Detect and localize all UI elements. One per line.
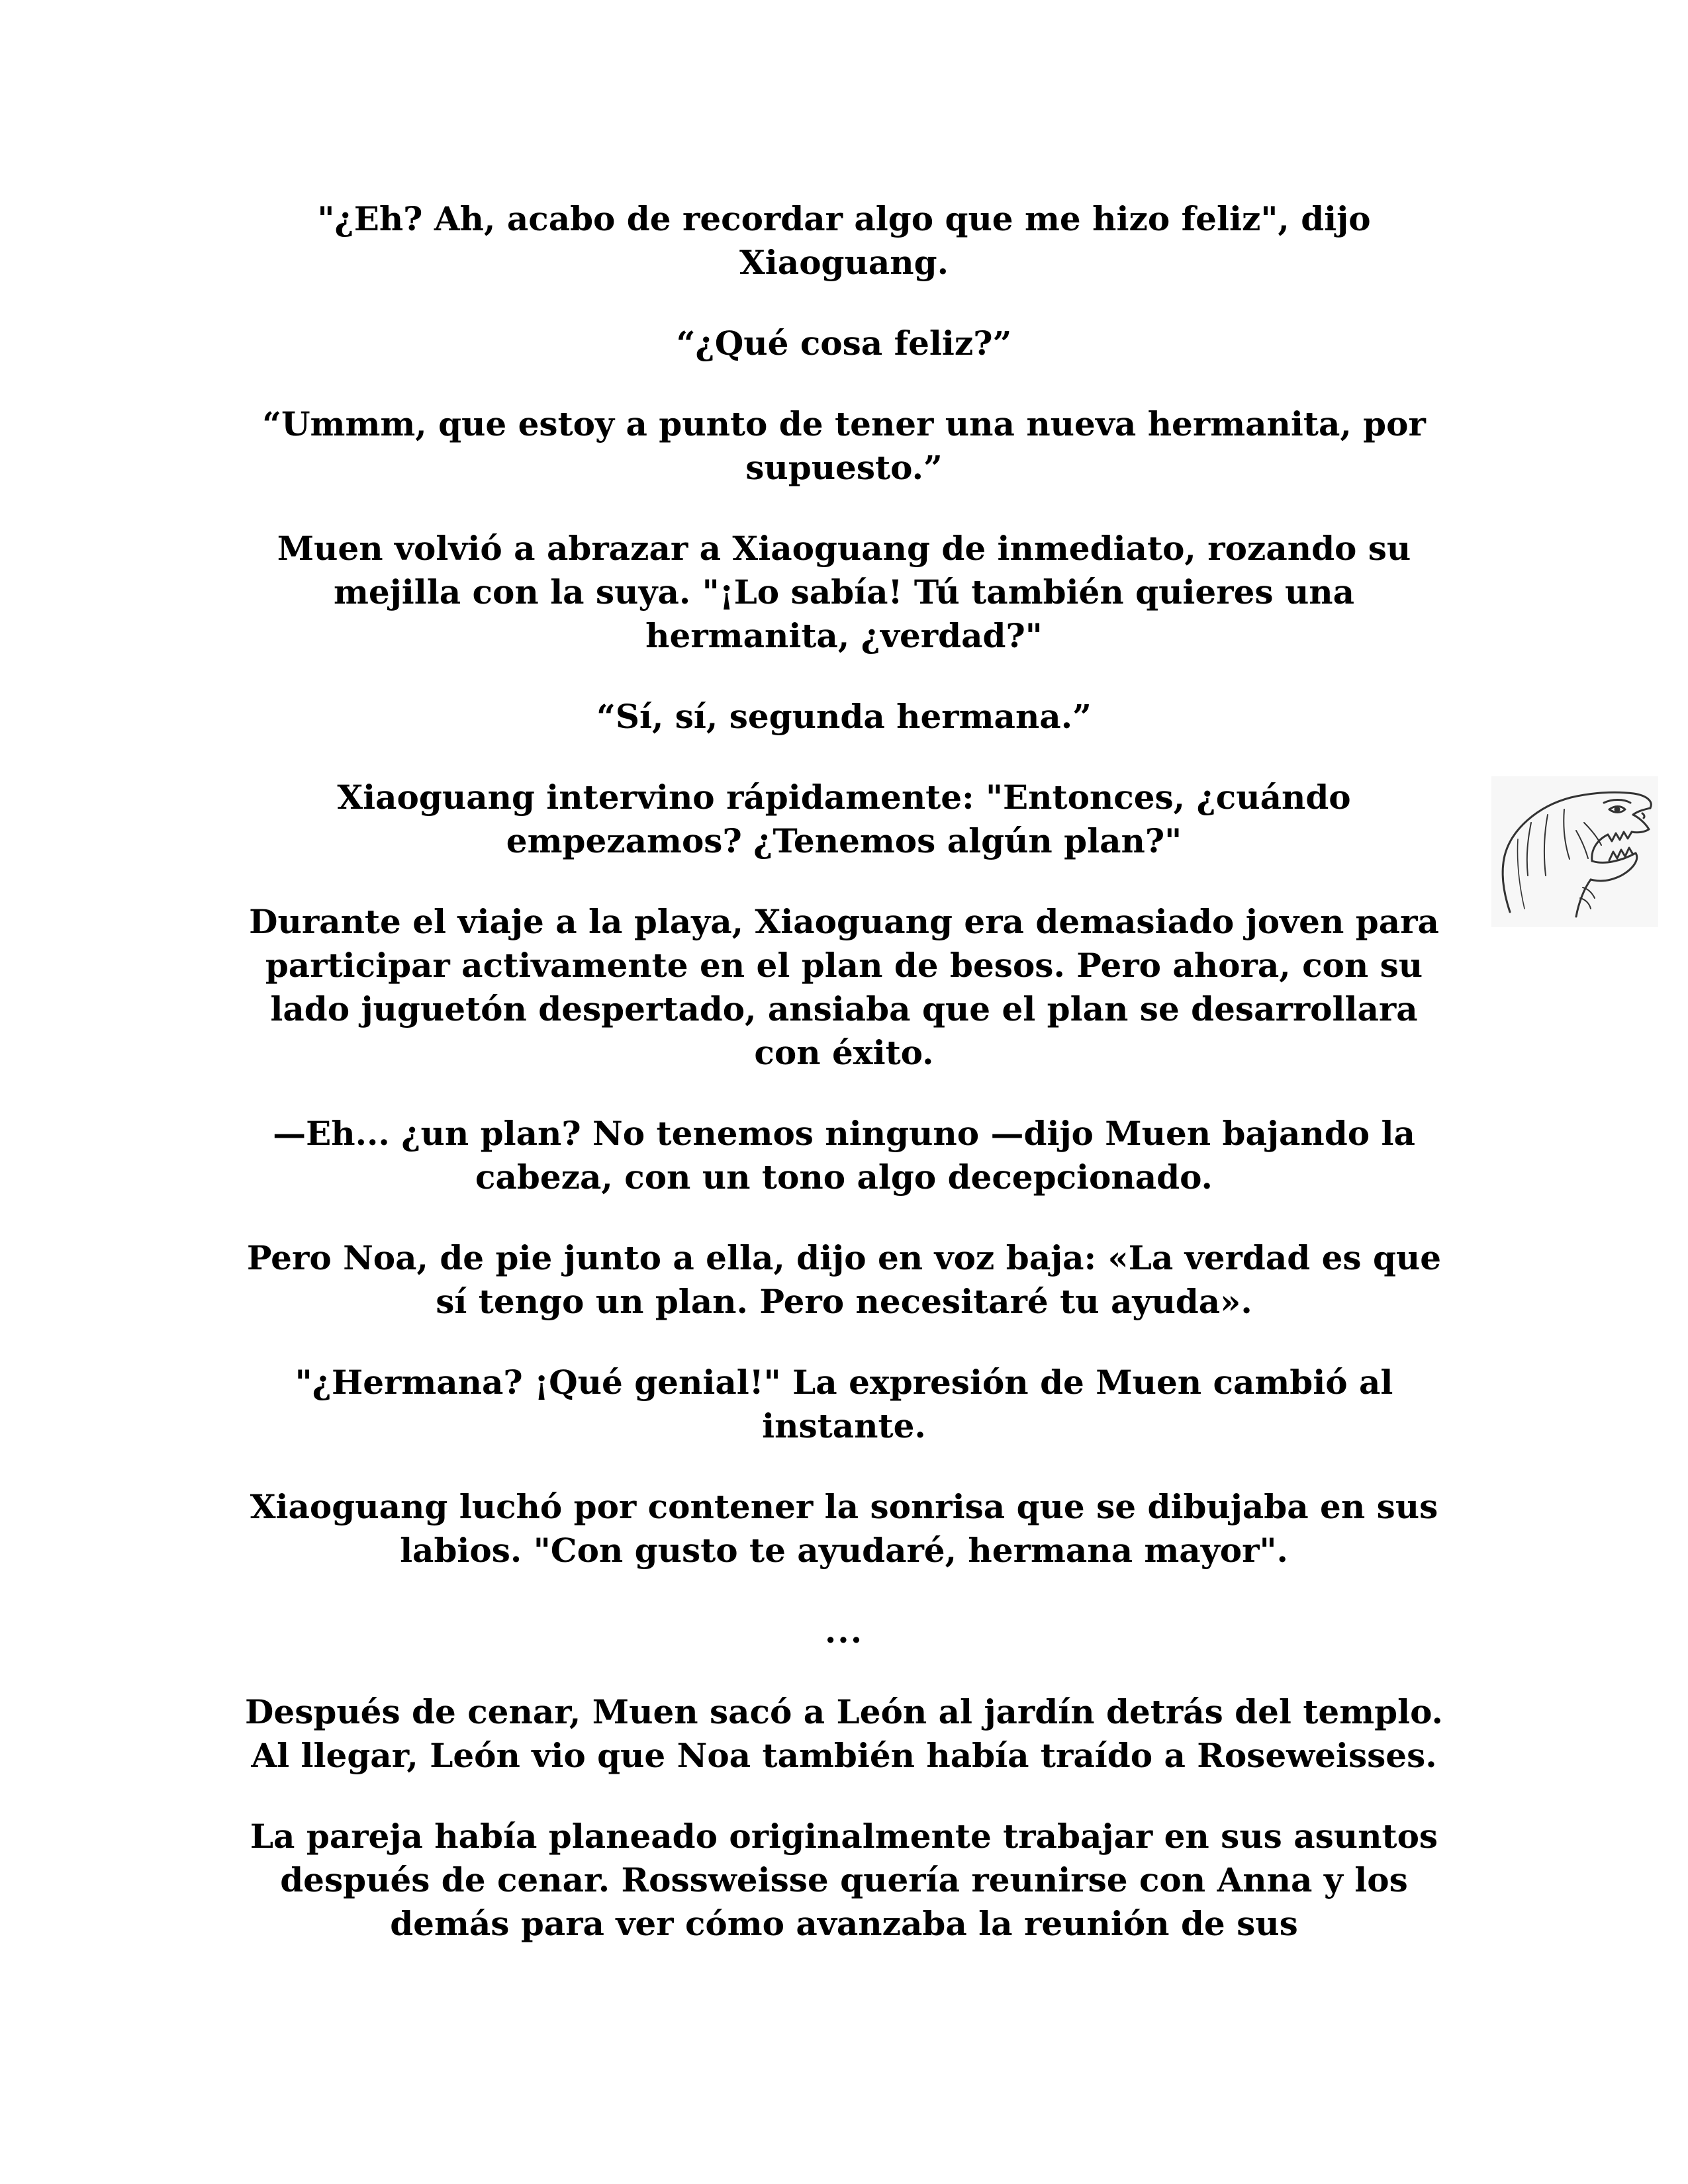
paragraph: Pero Noa, de pie junto a ella, dijo en voz baja: «La verdad es que sí tengo un plan. Pero necesitaré tu ayuda».	[246, 1238, 1442, 1321]
dinosaur-head-sketch-icon	[1491, 776, 1658, 927]
paragraph: Muen volvió a abrazar a Xiaoguang de inmediato, rozando su mejilla con la suya. "¡Lo sabía! Tú también quieres una hermanita, ¿verdad?"	[277, 529, 1411, 655]
paragraph: "¿Hermana? ¡Qué genial!" La expresión de Muen cambió al instante.	[295, 1363, 1393, 1445]
section-separator: ...	[824, 1612, 864, 1651]
paragraph: Durante el viaje a la playa, Xiaoguang era demasiado joven para participar activamente en el plan de besos. Pero ahora, con su lado juguetón despertado, ansiaba que el plan se desarrollara con éxito.	[249, 902, 1439, 1072]
paragraph: —Eh... ¿un plan? No tenemos ninguno —dijo Muen bajando la cabeza, con un tono algo decepcionado.	[273, 1114, 1415, 1197]
paragraph: “Ummm, que estoy a punto de tener una nueva hermanita, por supuesto.”	[262, 404, 1426, 487]
paragraph: Xiaoguang intervino rápidamente: "Entonces, ¿cuándo empezamos? ¿Tenemos algún plan?"	[337, 778, 1351, 860]
paragraph: La pareja había planeado originalmente trabajar en sus asuntos después de cenar. Rossweisse quería reunirse con Anna y los demás para ver cómo avanzaba la reunión de sus	[250, 1817, 1438, 1943]
paragraph: Xiaoguang luchó por contener la sonrisa que se dibujaba en sus labios. "Con gusto te ayudaré, hermana mayor".	[250, 1487, 1438, 1570]
document-body	[245, 197, 1443, 1983]
paragraph: Después de cenar, Muen sacó a León al jardín detrás del templo. Al llegar, León vio que Noa también había traído a Roseweisses.	[245, 1692, 1443, 1775]
paragraph: “¿Qué cosa feliz?”	[676, 324, 1012, 363]
paragraph: “Sí, sí, segunda hermana.”	[596, 697, 1092, 736]
paragraph: "¿Eh? Ah, acabo de recordar algo que me hizo feliz", dijo Xiaoguang.	[317, 199, 1371, 282]
